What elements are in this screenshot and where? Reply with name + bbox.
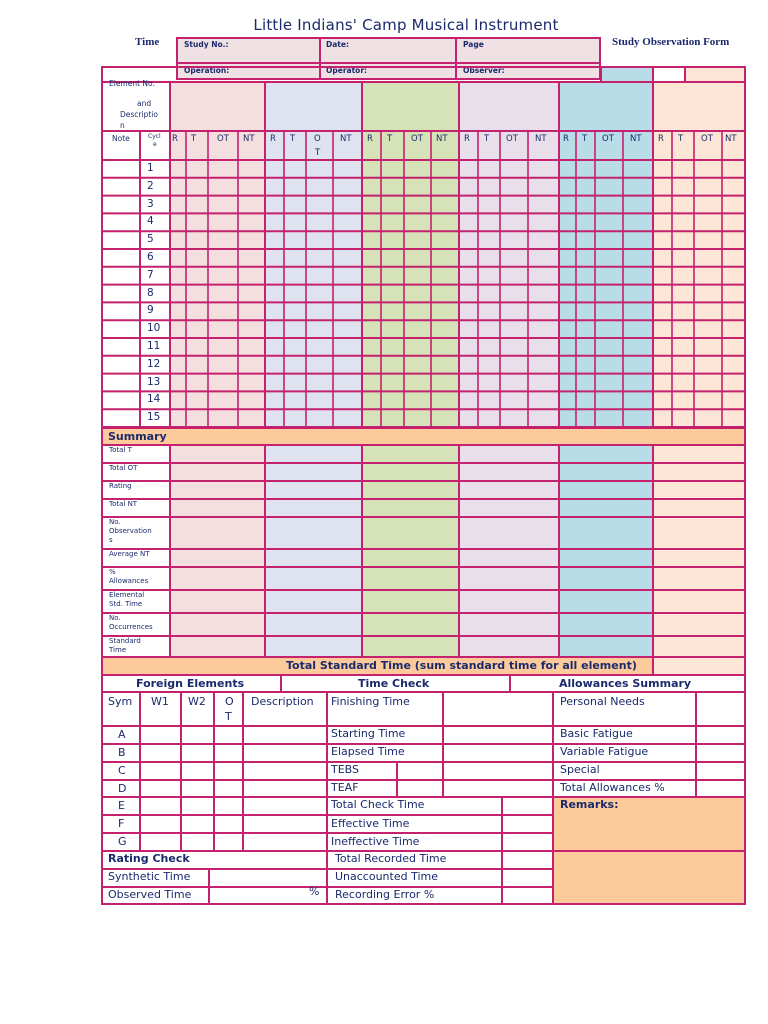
header-strip-cell bbox=[601, 67, 653, 82]
total-standard-time-label: Total Standard Time (sum standard time for all element) bbox=[286, 659, 637, 672]
column-header-r: R bbox=[172, 134, 178, 144]
effective-time-label: Effective Time bbox=[331, 817, 410, 830]
column-header-t: T bbox=[387, 134, 393, 144]
elapsed-time-label: Elapsed Time bbox=[331, 745, 405, 758]
summary-row-label: % bbox=[109, 568, 116, 576]
percent-label: % bbox=[309, 885, 320, 898]
column-header-t: T bbox=[191, 134, 197, 144]
summary-row-label: s bbox=[109, 536, 113, 544]
foreign-element-symbol: C bbox=[118, 764, 126, 777]
cycle-number: 14 bbox=[147, 393, 161, 406]
total-standard-time-value bbox=[653, 657, 745, 675]
cycle-number: 7 bbox=[147, 268, 154, 281]
element-header-cell bbox=[265, 82, 362, 131]
column-header-ot: OT bbox=[217, 134, 229, 144]
cycle-number: 6 bbox=[147, 251, 154, 263]
element-header-cell bbox=[559, 82, 653, 131]
cycle-number: 10 bbox=[147, 322, 161, 335]
study-no-field[interactable]: Study No.: bbox=[184, 40, 229, 49]
summary-column-fill bbox=[559, 445, 653, 657]
element-column-fill bbox=[265, 131, 362, 427]
cycle-number: 15 bbox=[147, 411, 161, 424]
element-desc-label-2: n bbox=[120, 121, 125, 130]
column-header-nt: NT bbox=[340, 134, 352, 144]
column-header-ot: OT bbox=[506, 134, 518, 144]
foreign-element-symbol: G bbox=[118, 835, 127, 848]
ot-header: O bbox=[225, 695, 234, 708]
column-header-t: T bbox=[678, 134, 684, 144]
variable-fatigue-label: Variable Fatigue bbox=[560, 745, 649, 758]
cycle-number: 8 bbox=[147, 286, 154, 299]
summary-row-label: Total T bbox=[109, 446, 132, 454]
note-label: Note bbox=[112, 134, 130, 143]
summary-row-label: Total NT bbox=[109, 500, 138, 508]
summary-heading: Summary bbox=[108, 430, 167, 443]
column-header-r: R bbox=[658, 134, 664, 144]
summary-column-fill bbox=[459, 445, 559, 657]
column-header-r: R bbox=[367, 134, 373, 144]
foreign-element-symbol: F bbox=[118, 817, 125, 830]
element-column-fill bbox=[653, 131, 745, 427]
foreign-element-symbol: E bbox=[118, 799, 125, 812]
teaf-label: TEAF bbox=[331, 781, 359, 794]
observed-time-label: Observed Time bbox=[108, 888, 192, 901]
starting-time-label: Starting Time bbox=[331, 727, 406, 740]
element-no-label: Element No. bbox=[109, 79, 155, 88]
finishing-time-label: Finishing Time bbox=[331, 695, 410, 708]
column-header-r: R bbox=[464, 134, 470, 144]
element-column-fill bbox=[362, 131, 459, 427]
summary-row-label: Std. Time bbox=[109, 600, 143, 608]
allowances-summary-heading: Allowances Summary bbox=[559, 677, 692, 690]
element-header-cell bbox=[362, 82, 459, 131]
summary-row-label: No. bbox=[109, 614, 121, 622]
column-header-ot: OT bbox=[411, 134, 423, 144]
cycle-number: 12 bbox=[147, 357, 161, 370]
element-desc-label: Descriptio bbox=[120, 110, 158, 119]
summary-row-label: Total OT bbox=[109, 464, 138, 472]
unaccounted-time-label: Unaccounted Time bbox=[335, 870, 439, 883]
element-column-fill bbox=[559, 131, 653, 427]
column-header-t: T bbox=[582, 134, 588, 144]
element-header-cell bbox=[170, 82, 265, 131]
tebs-label: TEBS bbox=[331, 763, 360, 776]
column-header-ot: OT bbox=[701, 134, 713, 144]
column-header-nt: NT bbox=[725, 134, 737, 144]
summary-column-fill bbox=[653, 445, 745, 657]
observer-field[interactable]: Observer: bbox=[463, 66, 505, 75]
element-column-fill bbox=[170, 131, 265, 427]
time-label: Time bbox=[135, 36, 160, 48]
total-allowances-label: Total Allowances % bbox=[560, 781, 665, 794]
summary-bar bbox=[102, 428, 745, 445]
cycle-label-2: e bbox=[153, 141, 157, 148]
ineffective-time-label: Ineffective Time bbox=[331, 835, 420, 848]
column-header-ot: OT bbox=[602, 134, 614, 144]
total-recorded-time-label: Total Recorded Time bbox=[335, 852, 447, 865]
foreign-element-symbol: A bbox=[118, 728, 126, 741]
column-header-ot-line2: T bbox=[315, 148, 321, 158]
element-column-fill bbox=[459, 131, 559, 427]
summary-column-fill bbox=[265, 445, 362, 657]
description-header: Description bbox=[251, 695, 314, 708]
cycle-label: Cycl bbox=[148, 133, 161, 140]
foreign-element-symbol: D bbox=[118, 782, 127, 795]
date-field[interactable]: Date: bbox=[326, 40, 349, 49]
total-check-time-label: Total Check Time bbox=[331, 798, 425, 811]
foreign-elements-heading: Foreign Elements bbox=[136, 677, 245, 690]
column-header-r: R bbox=[563, 134, 569, 144]
element-header-cell bbox=[653, 82, 745, 131]
cycle-number: 3 bbox=[147, 197, 154, 210]
cycle-number: 4 bbox=[147, 215, 154, 228]
column-header-t: T bbox=[290, 134, 296, 144]
column-header-t: T bbox=[484, 134, 490, 144]
column-header-ot: O bbox=[314, 134, 321, 144]
summary-row-label: Elemental bbox=[109, 591, 145, 599]
cycle-number: 11 bbox=[147, 340, 161, 352]
summary-row-label: Observation bbox=[109, 527, 152, 535]
summary-row-label: Rating bbox=[109, 482, 132, 490]
form-name: Study Observation Form bbox=[612, 36, 730, 48]
synthetic-time-label: Synthetic Time bbox=[108, 870, 191, 883]
summary-row-label: No. bbox=[109, 518, 121, 526]
rating-check-heading: Rating Check bbox=[108, 852, 190, 865]
personal-needs-label: Personal Needs bbox=[560, 695, 645, 708]
page-field[interactable]: Page bbox=[463, 40, 484, 49]
cycle-number: 1 bbox=[147, 162, 154, 174]
foreign-element-symbol: B bbox=[118, 746, 126, 759]
column-header-nt: NT bbox=[436, 134, 448, 144]
header-strip-cell bbox=[685, 67, 745, 82]
sym-header: Sym bbox=[108, 695, 133, 708]
time-check-heading: Time Check bbox=[358, 677, 430, 690]
summary-column-fill bbox=[362, 445, 459, 657]
summary-row-label: Standard bbox=[109, 637, 141, 645]
element-and-label: and bbox=[137, 99, 152, 108]
summary-row-label: Time bbox=[109, 646, 127, 654]
recording-error-label: Recording Error % bbox=[335, 888, 435, 901]
basic-fatigue-label: Basic Fatigue bbox=[560, 727, 633, 740]
summary-column-fill bbox=[170, 445, 265, 657]
column-header-nt: NT bbox=[535, 134, 547, 144]
column-header-nt: NT bbox=[243, 134, 255, 144]
special-label: Special bbox=[560, 763, 600, 776]
operation-field[interactable]: Operation: bbox=[184, 66, 230, 75]
cycle-number: 2 bbox=[147, 179, 154, 192]
element-header-cell bbox=[459, 82, 559, 131]
cycle-number: 5 bbox=[147, 233, 154, 246]
summary-row-label: Occurrences bbox=[109, 623, 153, 631]
cycle-number: 9 bbox=[147, 304, 154, 317]
w1-header: W1 bbox=[151, 695, 169, 708]
ot-header-2: T bbox=[225, 710, 232, 723]
operator-field[interactable]: Operator: bbox=[326, 66, 368, 75]
w2-header: W2 bbox=[188, 695, 206, 708]
remarks-label: Remarks: bbox=[560, 798, 619, 811]
column-header-r: R bbox=[270, 134, 276, 144]
column-header-nt: NT bbox=[630, 134, 642, 144]
summary-row-label: Average NT bbox=[109, 550, 150, 558]
summary-row-label: Allowances bbox=[109, 577, 149, 585]
cycle-number: 13 bbox=[147, 375, 161, 388]
form-title: Little Indians' Camp Musical Instrument bbox=[253, 16, 559, 34]
